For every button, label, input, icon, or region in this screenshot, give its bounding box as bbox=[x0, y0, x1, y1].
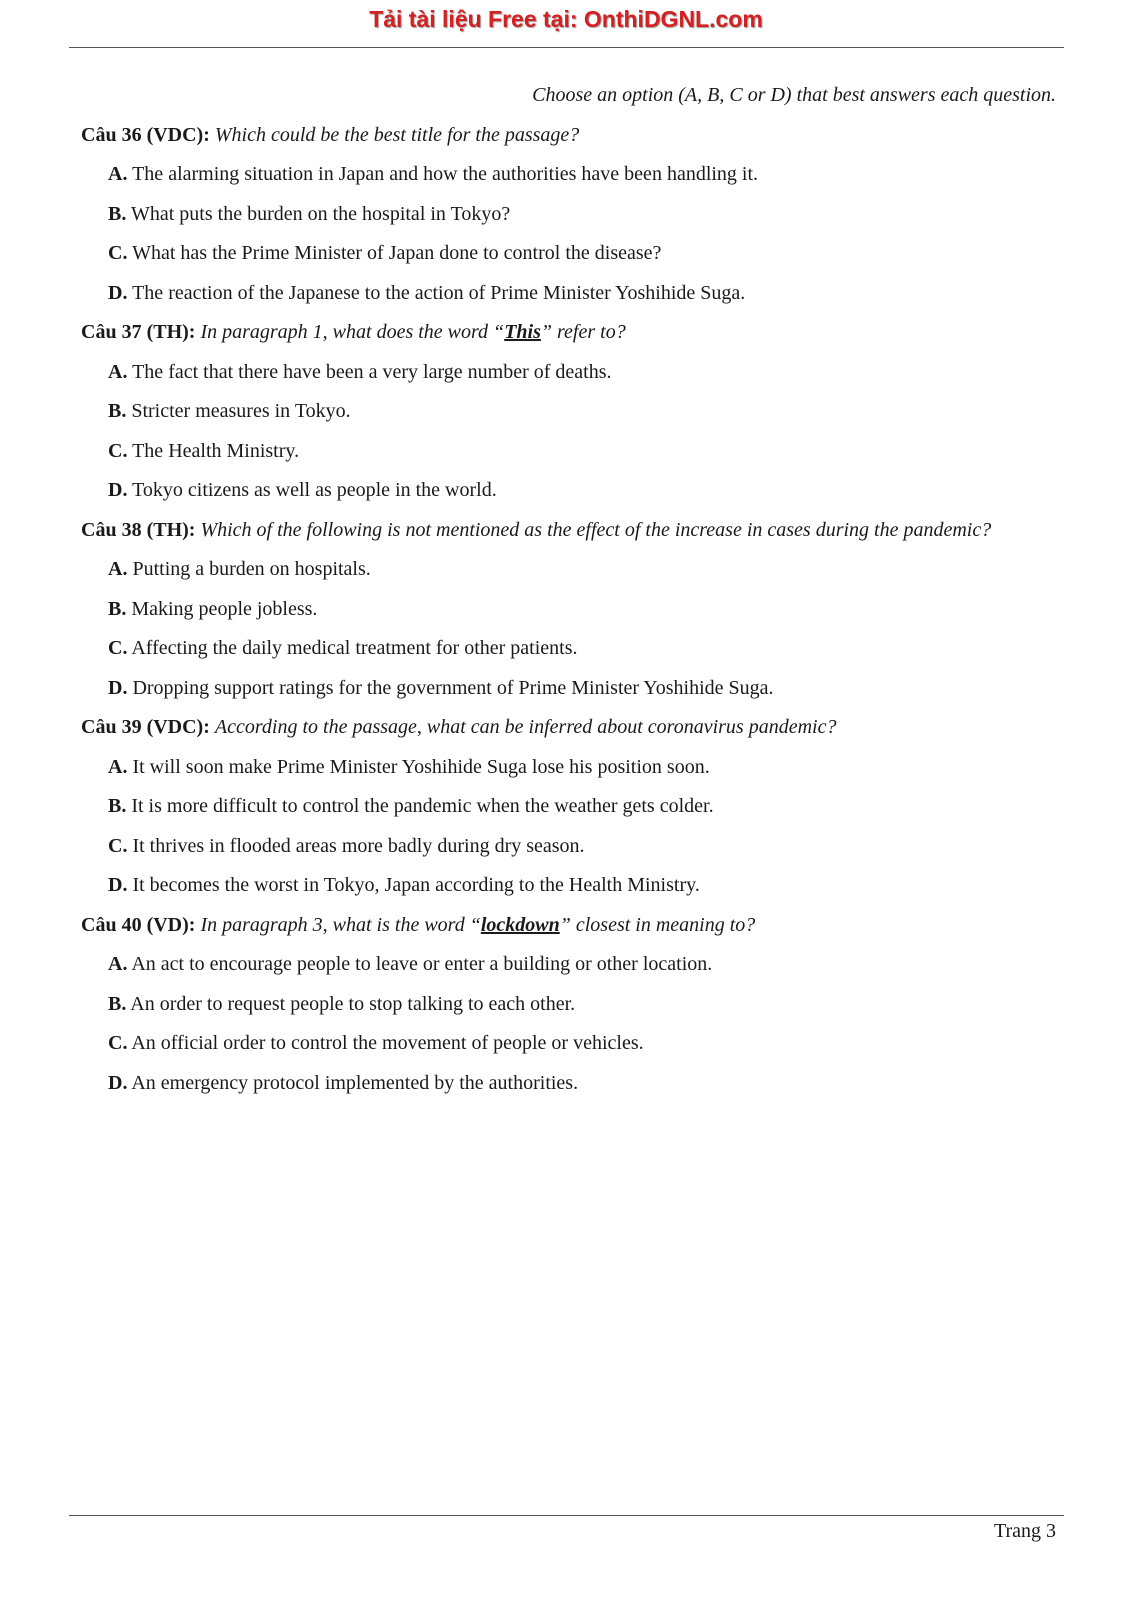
option-letter: D. bbox=[108, 479, 128, 501]
option-text: Tokyo citizens as well as people in the world. bbox=[132, 479, 497, 501]
question-text: According to the passage, what can be inferred about coronavirus pandemic? bbox=[214, 716, 837, 738]
keyword-this: This bbox=[504, 321, 541, 343]
question-text-before: In paragraph 3, what is the word “ bbox=[200, 913, 481, 936]
option-a bbox=[81, 945, 1056, 985]
option-b bbox=[81, 195, 1056, 235]
keyword-lockdown: lockdown bbox=[480, 913, 560, 936]
question-text: Which of the following is not mentioned as the effect of the increase in cases during the pandemic? bbox=[200, 518, 992, 541]
option-c bbox=[81, 827, 1056, 867]
option-a bbox=[81, 353, 1056, 393]
question-section bbox=[81, 76, 1056, 1103]
option-letter: C. bbox=[108, 439, 128, 462]
option-letter: C. bbox=[108, 637, 128, 659]
option-text: It will soon make Prime Minister Yoshihide Suga lose his position soon. bbox=[132, 755, 710, 778]
option-c bbox=[81, 234, 1056, 274]
question-39 bbox=[81, 708, 1056, 748]
option-a bbox=[81, 155, 1056, 195]
option-letter: B. bbox=[108, 400, 127, 422]
question-38 bbox=[81, 511, 1056, 551]
option-b bbox=[81, 392, 1056, 432]
instruction-text: Choose an option (A, B, C or D) that best answers each question. bbox=[532, 84, 1056, 106]
option-letter: C. bbox=[108, 1032, 128, 1054]
option-d bbox=[81, 669, 1056, 709]
option-letter: A. bbox=[108, 558, 128, 580]
option-d bbox=[81, 471, 1056, 511]
option-text: What has the Prime Minister of Japan done to control the disease? bbox=[132, 242, 662, 264]
option-a bbox=[81, 748, 1056, 788]
option-letter: B. bbox=[108, 795, 127, 817]
option-letter: D. bbox=[108, 281, 128, 304]
option-text: An emergency protocol implemented by the authorities. bbox=[131, 1071, 579, 1094]
option-b bbox=[81, 787, 1056, 827]
question-label: Câu 37 (TH): bbox=[81, 321, 196, 343]
question-text-after: ” refer to? bbox=[540, 321, 626, 343]
option-text: An order to request people to stop talking to each other. bbox=[130, 992, 576, 1015]
question-36 bbox=[81, 116, 1056, 156]
page-number: Trang 3 bbox=[993, 1520, 1056, 1542]
option-text: Affecting the daily medical treatment for other patients. bbox=[131, 637, 578, 659]
option-letter: D. bbox=[108, 874, 128, 896]
option-text: What puts the burden on the hospital in Tokyo? bbox=[130, 202, 511, 225]
question-label: Câu 40 (VD): bbox=[81, 913, 196, 936]
option-c bbox=[81, 1024, 1056, 1064]
option-letter: B. bbox=[108, 202, 127, 225]
option-letter: D. bbox=[108, 676, 128, 699]
option-b bbox=[81, 590, 1056, 630]
question-40 bbox=[81, 906, 1056, 946]
option-letter: D. bbox=[108, 1071, 128, 1094]
question-37 bbox=[81, 313, 1056, 353]
option-text: It is more difficult to control the pandemic when the weather gets colder. bbox=[131, 795, 714, 817]
option-d bbox=[81, 866, 1056, 906]
option-text: An act to encourage people to leave or enter a building or other location. bbox=[131, 953, 713, 975]
option-text: The fact that there have been a very large number of deaths. bbox=[132, 360, 612, 383]
option-d bbox=[81, 1064, 1056, 1104]
question-text-after: ” closest in meaning to? bbox=[559, 913, 756, 936]
question-text bbox=[200, 914, 755, 936]
option-letter: C. bbox=[108, 242, 128, 264]
option-letter: A. bbox=[108, 360, 128, 383]
option-letter: B. bbox=[108, 597, 127, 620]
footer-divider bbox=[69, 1515, 1064, 1516]
option-text: An official order to control the movement of people or vehicles. bbox=[131, 1032, 644, 1054]
site-banner[interactable]: Tải tài liệu Free tại: OnthiDGNL.com bbox=[369, 6, 763, 32]
option-text: The alarming situation in Japan and how the authorities have been handling it. bbox=[132, 163, 759, 185]
option-d bbox=[81, 274, 1056, 314]
option-text: Putting a burden on hospitals. bbox=[132, 558, 371, 580]
question-text: Which could be the best title for the passage? bbox=[214, 123, 580, 146]
question-label: Câu 38 (TH): bbox=[81, 518, 196, 541]
option-text: Dropping support ratings for the government of Prime Minister Yoshihide Suga. bbox=[132, 676, 774, 699]
option-b bbox=[81, 985, 1056, 1025]
option-c bbox=[81, 629, 1056, 669]
question-text bbox=[200, 321, 625, 343]
question-text-before: In paragraph 1, what does the word “ bbox=[200, 321, 505, 343]
option-letter: A. bbox=[108, 755, 128, 778]
option-a bbox=[81, 550, 1056, 590]
option-text: It becomes the worst in Tokyo, Japan according to the Health Ministry. bbox=[132, 874, 700, 896]
option-c bbox=[81, 432, 1056, 472]
option-text: The Health Ministry. bbox=[132, 439, 300, 462]
header-divider bbox=[69, 47, 1064, 48]
option-text: It thrives in flooded areas more badly during dry season. bbox=[132, 834, 585, 857]
option-letter: C. bbox=[108, 834, 128, 857]
option-text: The reaction of the Japanese to the action of Prime Minister Yoshihide Suga. bbox=[132, 281, 746, 304]
option-text: Making people jobless. bbox=[131, 597, 318, 620]
option-letter: B. bbox=[108, 992, 127, 1015]
option-letter: A. bbox=[108, 163, 128, 185]
question-label: Câu 36 (VDC): bbox=[81, 123, 210, 146]
question-label: Câu 39 (VDC): bbox=[81, 716, 210, 738]
option-letter: A. bbox=[108, 953, 128, 975]
option-text: Stricter measures in Tokyo. bbox=[131, 400, 351, 422]
